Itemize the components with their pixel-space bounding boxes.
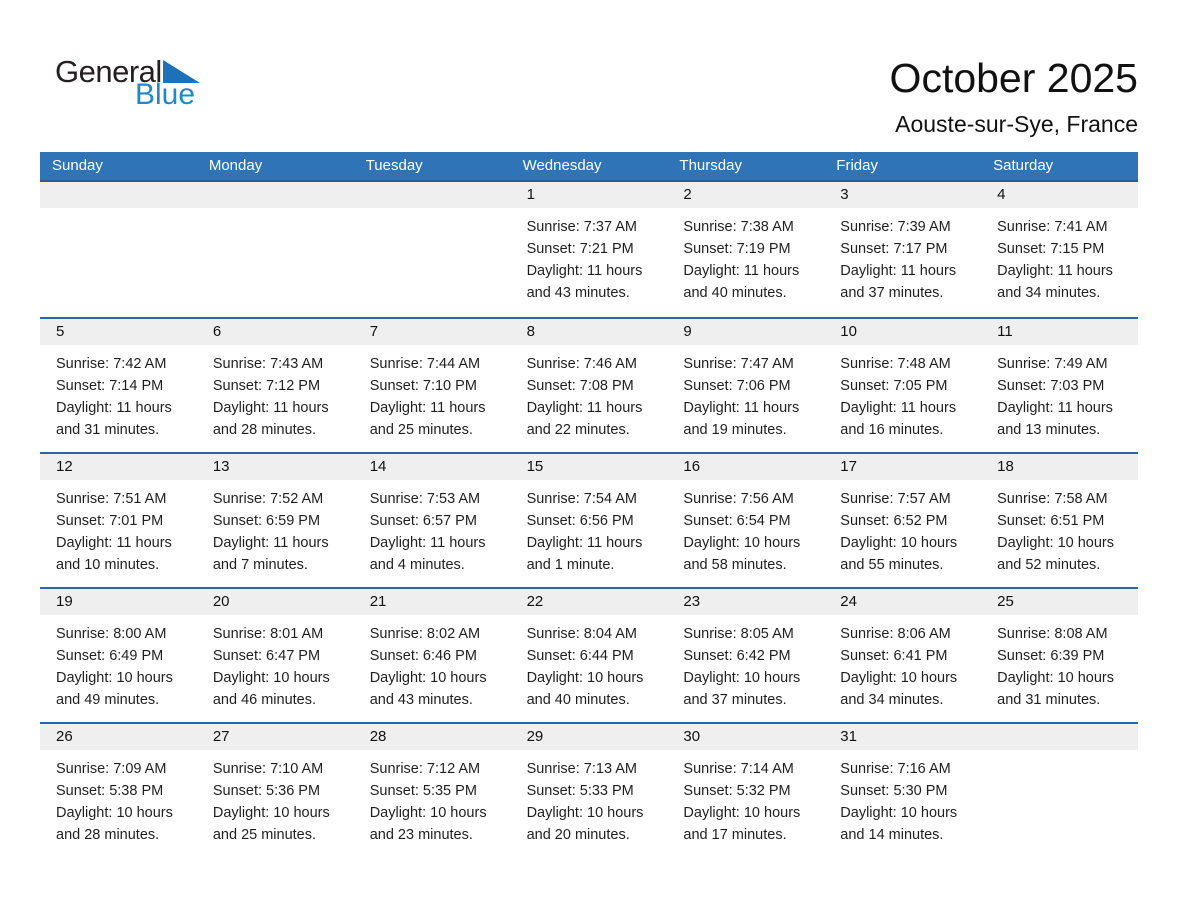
- day-cell-29: [511, 724, 668, 857]
- day-details: [197, 345, 354, 441]
- day-number: 1: [526, 185, 535, 203]
- day-detail-line: Daylight: 11 hours: [369, 534, 486, 551]
- day-number-band: [40, 319, 197, 345]
- day-detail-line: Daylight: 10 hours: [683, 669, 801, 686]
- day-cell-2: [667, 182, 824, 317]
- day-number-band: [354, 589, 511, 615]
- day-cell-28: [354, 724, 511, 857]
- day-detail-line: and 28 minutes.: [212, 421, 317, 438]
- day-cell-8: [511, 319, 668, 452]
- day-cell-6: [197, 319, 354, 452]
- day-detail-line: and 34 minutes.: [997, 284, 1101, 301]
- day-cell-30: [667, 724, 824, 857]
- day-cell-27: [197, 724, 354, 857]
- day-cell-3: [824, 182, 981, 317]
- day-detail-line: Daylight: 11 hours: [997, 262, 1113, 279]
- day-cell-7: [354, 319, 511, 452]
- day-number: 8: [526, 322, 535, 340]
- day-cell-23: [667, 589, 824, 722]
- day-cell-18: [981, 454, 1138, 587]
- day-detail-line: Sunrise: 7:38 AM: [683, 218, 794, 235]
- day-detail-line: Sunrise: 7:37 AM: [526, 218, 637, 235]
- day-details: [824, 615, 981, 711]
- day-detail-line: Daylight: 10 hours: [369, 804, 487, 821]
- day-detail-line: Sunrise: 7:48 AM: [840, 355, 951, 372]
- day-detail-line: Sunset: 5:30 PM: [840, 782, 948, 799]
- day-cell-15: [511, 454, 668, 587]
- general-blue-logo: [55, 56, 200, 110]
- week-row-4: [40, 587, 1138, 722]
- day-detail-line: and 43 minutes.: [526, 284, 630, 301]
- day-number-band: [667, 182, 824, 208]
- day-detail-line: and 25 minutes.: [369, 421, 473, 438]
- day-number-band: [511, 182, 668, 208]
- day-number: 25: [997, 592, 1014, 610]
- day-detail-line: Daylight: 11 hours: [840, 399, 957, 416]
- weekday-header-thursday: Thursday: [679, 156, 742, 174]
- day-detail-line: Sunset: 6:52 PM: [840, 512, 948, 529]
- day-cell-9: [667, 319, 824, 452]
- day-details: [981, 345, 1138, 441]
- day-number-band: [667, 589, 824, 615]
- day-detail-line: Sunrise: 7:47 AM: [683, 355, 794, 372]
- day-number-band: [667, 724, 824, 750]
- day-number-band: [197, 319, 354, 345]
- day-details: [667, 615, 824, 711]
- logo-text-blue: Blue: [135, 78, 196, 111]
- day-details: [824, 208, 981, 304]
- day-number: 21: [369, 592, 387, 610]
- day-detail-line: Daylight: 10 hours: [683, 534, 801, 551]
- page-subtitle: Aouste-sur-Sye, France: [895, 110, 1138, 137]
- day-detail-line: and 10 minutes.: [56, 556, 160, 573]
- day-detail-line: and 1 minute.: [526, 556, 615, 573]
- empty-day-band: [354, 182, 511, 208]
- day-number: 24: [840, 592, 857, 610]
- day-detail-line: Daylight: 11 hours: [683, 399, 800, 416]
- day-number: 7: [369, 322, 379, 340]
- day-detail-line: Sunrise: 7:16 AM: [840, 760, 951, 777]
- day-number-band: [824, 454, 981, 480]
- day-detail-line: Sunset: 6:42 PM: [683, 647, 791, 664]
- day-number: 17: [840, 457, 857, 475]
- day-detail-line: and 28 minutes.: [56, 826, 160, 843]
- weekday-header-wednesday: Wednesday: [522, 156, 602, 174]
- day-details: [824, 345, 981, 441]
- day-number: 3: [840, 185, 849, 203]
- empty-day-band: [40, 182, 197, 208]
- day-cell-24: [824, 589, 981, 722]
- day-detail-line: and 4 minutes.: [369, 556, 465, 573]
- day-number-band: [511, 589, 668, 615]
- day-details: [511, 480, 668, 576]
- day-detail-line: Sunset: 6:39 PM: [997, 647, 1105, 664]
- day-details: [981, 208, 1138, 304]
- day-detail-line: Sunset: 5:33 PM: [526, 782, 634, 799]
- day-detail-line: and 40 minutes.: [683, 284, 787, 301]
- day-cell-11: [981, 319, 1138, 452]
- day-detail-line: and 49 minutes.: [56, 691, 160, 708]
- empty-day-band: [981, 724, 1138, 750]
- day-detail-line: Daylight: 10 hours: [56, 804, 173, 821]
- day-number: 10: [840, 322, 857, 340]
- day-detail-line: Sunrise: 8:05 AM: [683, 625, 794, 642]
- day-details: [981, 480, 1138, 576]
- week-row-1: [40, 182, 1138, 317]
- weekday-header-sunday: Sunday: [52, 156, 103, 174]
- day-detail-line: and 14 minutes.: [840, 826, 944, 843]
- day-number-band: [40, 589, 197, 615]
- day-detail-line: Daylight: 10 hours: [56, 669, 173, 686]
- day-details: [667, 480, 824, 576]
- day-detail-line: Daylight: 11 hours: [683, 262, 800, 279]
- day-detail-line: Sunrise: 7:49 AM: [997, 355, 1108, 372]
- day-detail-line: Sunset: 7:21 PM: [526, 240, 634, 257]
- day-detail-line: Sunset: 5:36 PM: [212, 782, 321, 799]
- day-number-band: [981, 454, 1138, 480]
- day-details: [197, 750, 354, 846]
- day-number: 20: [212, 592, 230, 610]
- day-number-band: [197, 454, 354, 480]
- day-cell-16: [667, 454, 824, 587]
- day-number-band: [824, 319, 981, 345]
- day-cell-26: [40, 724, 197, 857]
- day-detail-line: and 40 minutes.: [526, 691, 630, 708]
- day-cell-10: [824, 319, 981, 452]
- day-detail-line: Sunset: 6:54 PM: [683, 512, 791, 529]
- day-detail-line: Sunrise: 7:53 AM: [369, 490, 481, 507]
- day-number: 23: [683, 592, 701, 610]
- day-number: 15: [526, 457, 544, 475]
- day-number: 6: [212, 322, 222, 340]
- day-number-band: [981, 182, 1138, 208]
- day-detail-line: Daylight: 10 hours: [997, 669, 1115, 686]
- day-number-band: [981, 589, 1138, 615]
- day-number: 4: [997, 185, 1006, 203]
- day-detail-line: Sunset: 7:15 PM: [997, 240, 1105, 257]
- day-details: [40, 750, 197, 846]
- day-details: [511, 208, 668, 304]
- day-detail-line: Sunset: 6:47 PM: [212, 647, 321, 664]
- day-detail-line: Sunrise: 7:13 AM: [526, 760, 637, 777]
- day-detail-line: and 37 minutes.: [683, 691, 787, 708]
- day-detail-line: and 37 minutes.: [840, 284, 944, 301]
- empty-day-cell: [40, 182, 197, 317]
- day-detail-line: Sunrise: 8:00 AM: [56, 625, 167, 642]
- calendar-table: [40, 152, 1138, 857]
- day-cell-5: [40, 319, 197, 452]
- day-detail-line: Daylight: 10 hours: [997, 534, 1115, 551]
- day-detail-line: Daylight: 10 hours: [683, 804, 801, 821]
- day-detail-line: Sunset: 5:38 PM: [56, 782, 164, 799]
- weekday-header-saturday: Saturday: [993, 156, 1054, 174]
- day-number: 30: [683, 727, 701, 745]
- day-detail-line: Sunrise: 8:01 AM: [212, 625, 324, 642]
- empty-day-cell: [197, 182, 354, 317]
- day-details: [824, 750, 981, 846]
- day-detail-line: Daylight: 10 hours: [369, 669, 487, 686]
- day-cell-25: [981, 589, 1138, 722]
- day-number-band: [511, 724, 668, 750]
- day-number: 29: [526, 727, 544, 745]
- day-detail-line: Sunrise: 7:51 AM: [56, 490, 167, 507]
- day-detail-line: and 46 minutes.: [212, 691, 317, 708]
- day-details: [667, 345, 824, 441]
- day-number-band: [981, 319, 1138, 345]
- week-row-5: [40, 722, 1138, 857]
- day-detail-line: and 25 minutes.: [212, 826, 317, 843]
- weekday-header-tuesday: Tuesday: [365, 156, 423, 174]
- week-row-2: [40, 317, 1138, 452]
- day-number: 19: [56, 592, 73, 610]
- day-details: [667, 208, 824, 304]
- day-detail-line: Sunrise: 7:43 AM: [212, 355, 324, 372]
- day-detail-line: Sunset: 5:32 PM: [683, 782, 791, 799]
- day-details: [40, 480, 197, 576]
- empty-day-cell: [354, 182, 511, 317]
- day-detail-line: Sunset: 7:06 PM: [683, 377, 791, 394]
- day-detail-line: Sunset: 6:44 PM: [526, 647, 634, 664]
- day-detail-line: Daylight: 10 hours: [212, 804, 330, 821]
- weekday-header-monday: Monday: [208, 156, 263, 174]
- day-detail-line: Daylight: 11 hours: [212, 399, 329, 416]
- day-detail-line: Daylight: 10 hours: [526, 669, 644, 686]
- day-detail-line: and 19 minutes.: [683, 421, 787, 438]
- day-detail-line: and 31 minutes.: [997, 691, 1101, 708]
- day-cell-14: [354, 454, 511, 587]
- day-detail-line: Sunrise: 7:42 AM: [56, 355, 167, 372]
- day-details: [354, 750, 511, 846]
- day-detail-line: Sunrise: 8:06 AM: [840, 625, 951, 642]
- day-cell-13: [197, 454, 354, 587]
- empty-day-cell: [981, 724, 1138, 857]
- day-detail-line: Sunset: 7:12 PM: [212, 377, 321, 394]
- day-detail-line: and 16 minutes.: [840, 421, 944, 438]
- day-detail-line: Sunset: 7:01 PM: [56, 512, 164, 529]
- day-detail-line: Sunset: 6:56 PM: [526, 512, 634, 529]
- day-number-band: [40, 724, 197, 750]
- day-number-band: [354, 319, 511, 345]
- day-number: 12: [56, 457, 73, 475]
- day-detail-line: Daylight: 10 hours: [840, 669, 958, 686]
- day-details: [354, 480, 511, 576]
- day-number-band: [824, 182, 981, 208]
- weekday-header-friday: Friday: [836, 156, 878, 174]
- day-detail-line: Sunset: 7:03 PM: [997, 377, 1105, 394]
- day-detail-line: and 22 minutes.: [526, 421, 630, 438]
- day-detail-line: and 52 minutes.: [997, 556, 1101, 573]
- day-detail-line: Daylight: 10 hours: [212, 669, 330, 686]
- day-detail-line: Sunset: 7:14 PM: [56, 377, 164, 394]
- day-detail-line: Sunset: 7:08 PM: [526, 377, 634, 394]
- day-number-band: [197, 724, 354, 750]
- day-detail-line: Sunrise: 8:04 AM: [526, 625, 637, 642]
- day-detail-line: Daylight: 11 hours: [840, 262, 957, 279]
- day-detail-line: Daylight: 11 hours: [369, 399, 486, 416]
- day-details: [667, 750, 824, 846]
- day-detail-line: Sunrise: 7:10 AM: [212, 760, 324, 777]
- day-detail-line: Sunset: 6:59 PM: [212, 512, 321, 529]
- day-detail-line: and 58 minutes.: [683, 556, 787, 573]
- day-detail-line: Sunrise: 7:52 AM: [212, 490, 324, 507]
- day-detail-line: Sunset: 5:35 PM: [369, 782, 477, 799]
- week-row-3: [40, 452, 1138, 587]
- day-details: [197, 615, 354, 711]
- day-details: [354, 615, 511, 711]
- day-detail-line: Sunset: 6:41 PM: [840, 647, 948, 664]
- day-detail-line: and 13 minutes.: [997, 421, 1101, 438]
- day-number: 13: [212, 457, 230, 475]
- day-details: [511, 345, 668, 441]
- day-number-band: [824, 724, 981, 750]
- day-number: 22: [526, 592, 544, 610]
- day-detail-line: Sunset: 7:05 PM: [840, 377, 948, 394]
- day-detail-line: Sunrise: 7:46 AM: [526, 355, 637, 372]
- day-detail-line: Daylight: 11 hours: [56, 534, 172, 551]
- day-detail-line: Sunrise: 8:08 AM: [997, 625, 1108, 642]
- day-number-band: [354, 724, 511, 750]
- day-detail-line: Sunset: 7:19 PM: [683, 240, 791, 257]
- day-cell-12: [40, 454, 197, 587]
- day-detail-line: Sunrise: 7:58 AM: [997, 490, 1108, 507]
- day-detail-line: and 7 minutes.: [212, 556, 308, 573]
- day-number-band: [197, 589, 354, 615]
- day-detail-line: Daylight: 10 hours: [840, 534, 958, 551]
- day-detail-line: Sunrise: 7:57 AM: [840, 490, 951, 507]
- day-details: [981, 615, 1138, 711]
- day-number-band: [354, 454, 511, 480]
- day-detail-line: Daylight: 11 hours: [212, 534, 329, 551]
- day-detail-line: and 17 minutes.: [683, 826, 787, 843]
- day-number: 31: [840, 727, 857, 745]
- day-detail-line: Sunrise: 7:14 AM: [683, 760, 794, 777]
- calendar-body: [40, 182, 1138, 857]
- day-cell-22: [511, 589, 668, 722]
- day-number-band: [511, 454, 668, 480]
- day-detail-line: Sunrise: 7:39 AM: [840, 218, 951, 235]
- day-detail-line: Sunset: 7:17 PM: [840, 240, 948, 257]
- day-detail-line: Sunrise: 8:02 AM: [369, 625, 481, 642]
- day-number-band: [511, 319, 668, 345]
- day-number-band: [824, 589, 981, 615]
- day-detail-line: Sunset: 6:49 PM: [56, 647, 164, 664]
- day-details: [197, 480, 354, 576]
- day-detail-line: Sunrise: 7:54 AM: [526, 490, 637, 507]
- day-detail-line: and 20 minutes.: [526, 826, 630, 843]
- day-detail-line: Sunset: 6:46 PM: [369, 647, 477, 664]
- day-number: 28: [369, 727, 387, 745]
- day-cell-20: [197, 589, 354, 722]
- day-number: 18: [997, 457, 1014, 475]
- day-detail-line: Sunrise: 7:41 AM: [997, 218, 1108, 235]
- day-details: [824, 480, 981, 576]
- day-detail-line: and 43 minutes.: [369, 691, 473, 708]
- day-detail-line: Daylight: 11 hours: [526, 262, 643, 279]
- day-number: 9: [683, 322, 692, 340]
- day-cell-4: [981, 182, 1138, 317]
- day-number: 5: [56, 322, 65, 340]
- day-number: 11: [997, 322, 1013, 340]
- day-number: 14: [369, 457, 387, 475]
- page-title: October 2025: [889, 55, 1138, 101]
- day-cell-31: [824, 724, 981, 857]
- day-detail-line: and 31 minutes.: [56, 421, 160, 438]
- day-detail-line: Daylight: 10 hours: [526, 804, 644, 821]
- day-details: [40, 615, 197, 711]
- day-detail-line: Sunrise: 7:12 AM: [369, 760, 481, 777]
- day-detail-line: Sunset: 7:10 PM: [369, 377, 477, 394]
- page-header: [0, 0, 1188, 138]
- day-detail-line: Sunrise: 7:44 AM: [369, 355, 481, 372]
- day-detail-line: Daylight: 11 hours: [526, 399, 643, 416]
- logo-text-general: General: [55, 54, 162, 89]
- day-number: 2: [683, 185, 692, 203]
- day-detail-line: and 34 minutes.: [840, 691, 944, 708]
- day-detail-line: Sunrise: 7:09 AM: [56, 760, 167, 777]
- day-details: [354, 345, 511, 441]
- day-detail-line: Sunrise: 7:56 AM: [683, 490, 794, 507]
- day-detail-line: and 23 minutes.: [369, 826, 473, 843]
- day-detail-line: Sunset: 6:51 PM: [997, 512, 1105, 529]
- day-number: 27: [212, 727, 230, 745]
- day-detail-line: and 55 minutes.: [840, 556, 944, 573]
- empty-day-band: [197, 182, 354, 208]
- day-number: 26: [56, 727, 73, 745]
- day-number-band: [667, 319, 824, 345]
- day-detail-line: Sunset: 6:57 PM: [369, 512, 477, 529]
- day-detail-line: Daylight: 11 hours: [526, 534, 643, 551]
- day-cell-21: [354, 589, 511, 722]
- day-details: [511, 750, 668, 846]
- day-details: [511, 615, 668, 711]
- day-cell-1: [511, 182, 668, 317]
- day-cell-19: [40, 589, 197, 722]
- day-details: [40, 345, 197, 441]
- day-number: 16: [683, 457, 701, 475]
- day-number-band: [40, 454, 197, 480]
- day-detail-line: Daylight: 11 hours: [56, 399, 172, 416]
- weekday-header-row: [40, 152, 1138, 182]
- day-cell-17: [824, 454, 981, 587]
- day-detail-line: Daylight: 11 hours: [997, 399, 1113, 416]
- day-detail-line: Daylight: 10 hours: [840, 804, 958, 821]
- day-number-band: [667, 454, 824, 480]
